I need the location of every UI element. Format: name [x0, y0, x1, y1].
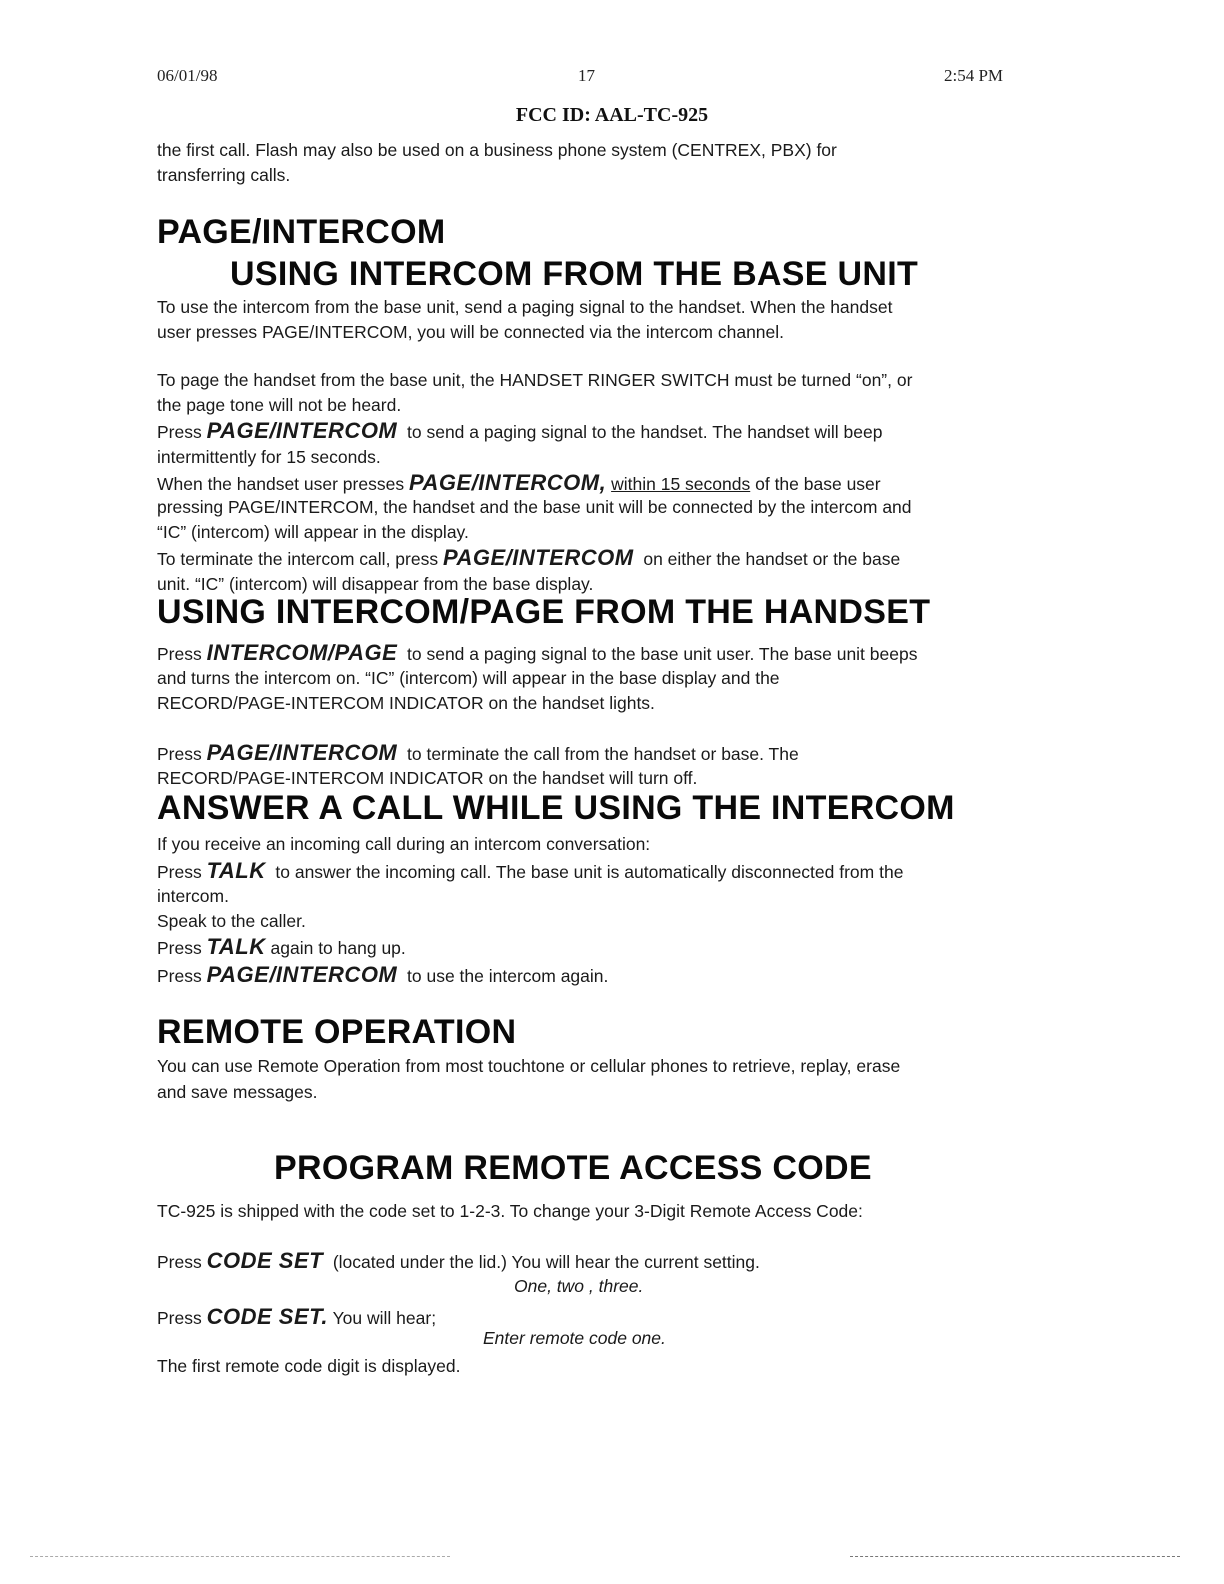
page-number: 17: [578, 66, 595, 85]
intro-line-2: transferring calls.: [157, 165, 291, 185]
heading-intercom-from-handset: USING INTERCOM/PAGE FROM THE HANDSET: [157, 593, 931, 631]
answer-line-5-rest: to use the intercom again.: [407, 966, 609, 986]
base-p4-line-3: “IC” (intercom) will appear in the display.: [157, 522, 469, 542]
answer-line-2: [157, 858, 903, 885]
answer-line-4-rest: again to hang up.: [270, 938, 406, 958]
answer-line-2-rest: to answer the incoming call. The base unit is automatically disconnected from the: [275, 862, 904, 882]
press-word: Press: [157, 862, 202, 882]
base-p5-line-1: [157, 545, 900, 572]
base-p5-line-2: unit. “IC” (intercom) will disappear from the base display.: [157, 574, 594, 594]
program-line-3: [157, 1304, 436, 1331]
answer-line-2-cont: intercom.: [157, 886, 229, 906]
heading-program-remote-code: PROGRAM REMOTE ACCESS CODE: [274, 1149, 872, 1187]
base-p3-rest: to send a paging signal to the handset. The handset will beep: [407, 422, 883, 442]
key-intercom-page: INTERCOM/PAGE: [206, 640, 398, 665]
handset-p2-line-1: [157, 740, 799, 767]
base-p2-line-1: To page the handset from the base unit, the HANDSET RINGER SWITCH must be turned “on”, or: [157, 370, 913, 390]
base-p1-line-1: To use the intercom from the base unit, send a paging signal to the handset. When the handset: [157, 297, 893, 317]
key-page-intercom: PAGE/INTERCOM: [206, 962, 398, 987]
key-page-intercom: PAGE/INTERCOM: [206, 418, 398, 443]
base-p5-rest: on either the handset or the base: [643, 549, 901, 569]
scan-artifact-line: [30, 1556, 450, 1558]
program-line-2-rest: (located under the lid.) You will hear the current setting.: [332, 1252, 760, 1272]
handset-p1-line-3: RECORD/PAGE-INTERCOM INDICATOR on the handset lights.: [157, 693, 655, 713]
underlined-phrase: within 15 seconds: [611, 474, 751, 494]
voice-prompt-current-setting: One, two , three.: [514, 1276, 644, 1296]
key-talk: TALK: [206, 858, 266, 883]
press-word: Press: [157, 1308, 202, 1328]
scan-artifact-line: [850, 1556, 1180, 1558]
press-word: Press: [157, 422, 202, 442]
program-line-1: TC-925 is shipped with the code set to 1-2-3. To change your 3-Digit Remote Access Code:: [157, 1201, 863, 1221]
press-word: Press: [157, 938, 202, 958]
press-word: Press: [157, 744, 202, 764]
handset-p2-line-2: RECORD/PAGE-INTERCOM INDICATOR on the handset will turn off.: [157, 768, 698, 788]
base-p3-line-1: [157, 418, 882, 445]
handset-p2-rest: to terminate the call from the handset or base. The: [407, 744, 799, 764]
answer-line-1: If you receive an incoming call during an intercom conversation:: [157, 834, 651, 854]
heading-page-intercom: PAGE/INTERCOM: [157, 213, 446, 251]
base-p4-rest: of the base user: [755, 474, 881, 494]
heading-intercom-from-base: USING INTERCOM FROM THE BASE UNIT: [230, 255, 919, 293]
base-p4-start: When the handset user presses: [157, 474, 405, 494]
heading-remote-operation: REMOTE OPERATION: [157, 1013, 517, 1051]
press-word: Press: [157, 644, 202, 664]
base-p1-line-2: user presses PAGE/INTERCOM, you will be connected via the intercom channel.: [157, 322, 785, 342]
base-p3-line-2: intermittently for 15 seconds.: [157, 447, 381, 467]
page-date: 06/01/98: [157, 66, 218, 85]
key-page-intercom: PAGE/INTERCOM: [442, 545, 634, 570]
program-line-3-rest: You will hear;: [332, 1308, 437, 1328]
base-p2-line-2: the page tone will not be heard.: [157, 395, 402, 415]
answer-line-4: [157, 934, 406, 961]
base-p4-line-1: [157, 470, 881, 497]
key-code-set: CODE SET.: [206, 1304, 329, 1329]
program-line-2: [157, 1248, 760, 1275]
remote-line-2: and save messages.: [157, 1082, 318, 1102]
intro-line-1: the first call. Flash may also be used on a business phone system (CENTREX, PBX) for: [157, 140, 837, 160]
answer-line-5: [157, 962, 608, 989]
voice-prompt-enter-code: Enter remote code one.: [483, 1328, 666, 1348]
remote-line-1: You can use Remote Operation from most touchtone or cellular phones to retrieve, replay, erase: [157, 1056, 901, 1076]
page-time: 2:54 PM: [944, 66, 1004, 85]
base-p4-line-2: pressing PAGE/INTERCOM, the handset and the base unit will be connected by the intercom and: [157, 497, 912, 517]
handset-p1-line-1: [157, 640, 917, 667]
fcc-id: FCC ID: AAL-TC-925: [515, 104, 709, 126]
key-page-intercom: PAGE/INTERCOM,: [408, 470, 607, 495]
heading-answer-call: ANSWER A CALL WHILE USING THE INTERCOM: [157, 789, 955, 827]
handset-p1-line-2: and turns the intercom on. “IC” (intercom) will appear in the base display and the: [157, 668, 780, 688]
key-talk: TALK: [206, 934, 266, 959]
key-code-set: CODE SET: [206, 1248, 324, 1273]
base-p5-start: To terminate the intercom call, press: [157, 549, 439, 569]
press-word: Press: [157, 966, 202, 986]
program-line-4: The first remote code digit is displayed.: [157, 1356, 461, 1376]
answer-line-3: Speak to the caller.: [157, 911, 306, 931]
key-page-intercom: PAGE/INTERCOM: [206, 740, 398, 765]
handset-p1-rest: to send a paging signal to the base unit user. The base unit beeps: [407, 644, 918, 664]
press-word: Press: [157, 1252, 202, 1272]
